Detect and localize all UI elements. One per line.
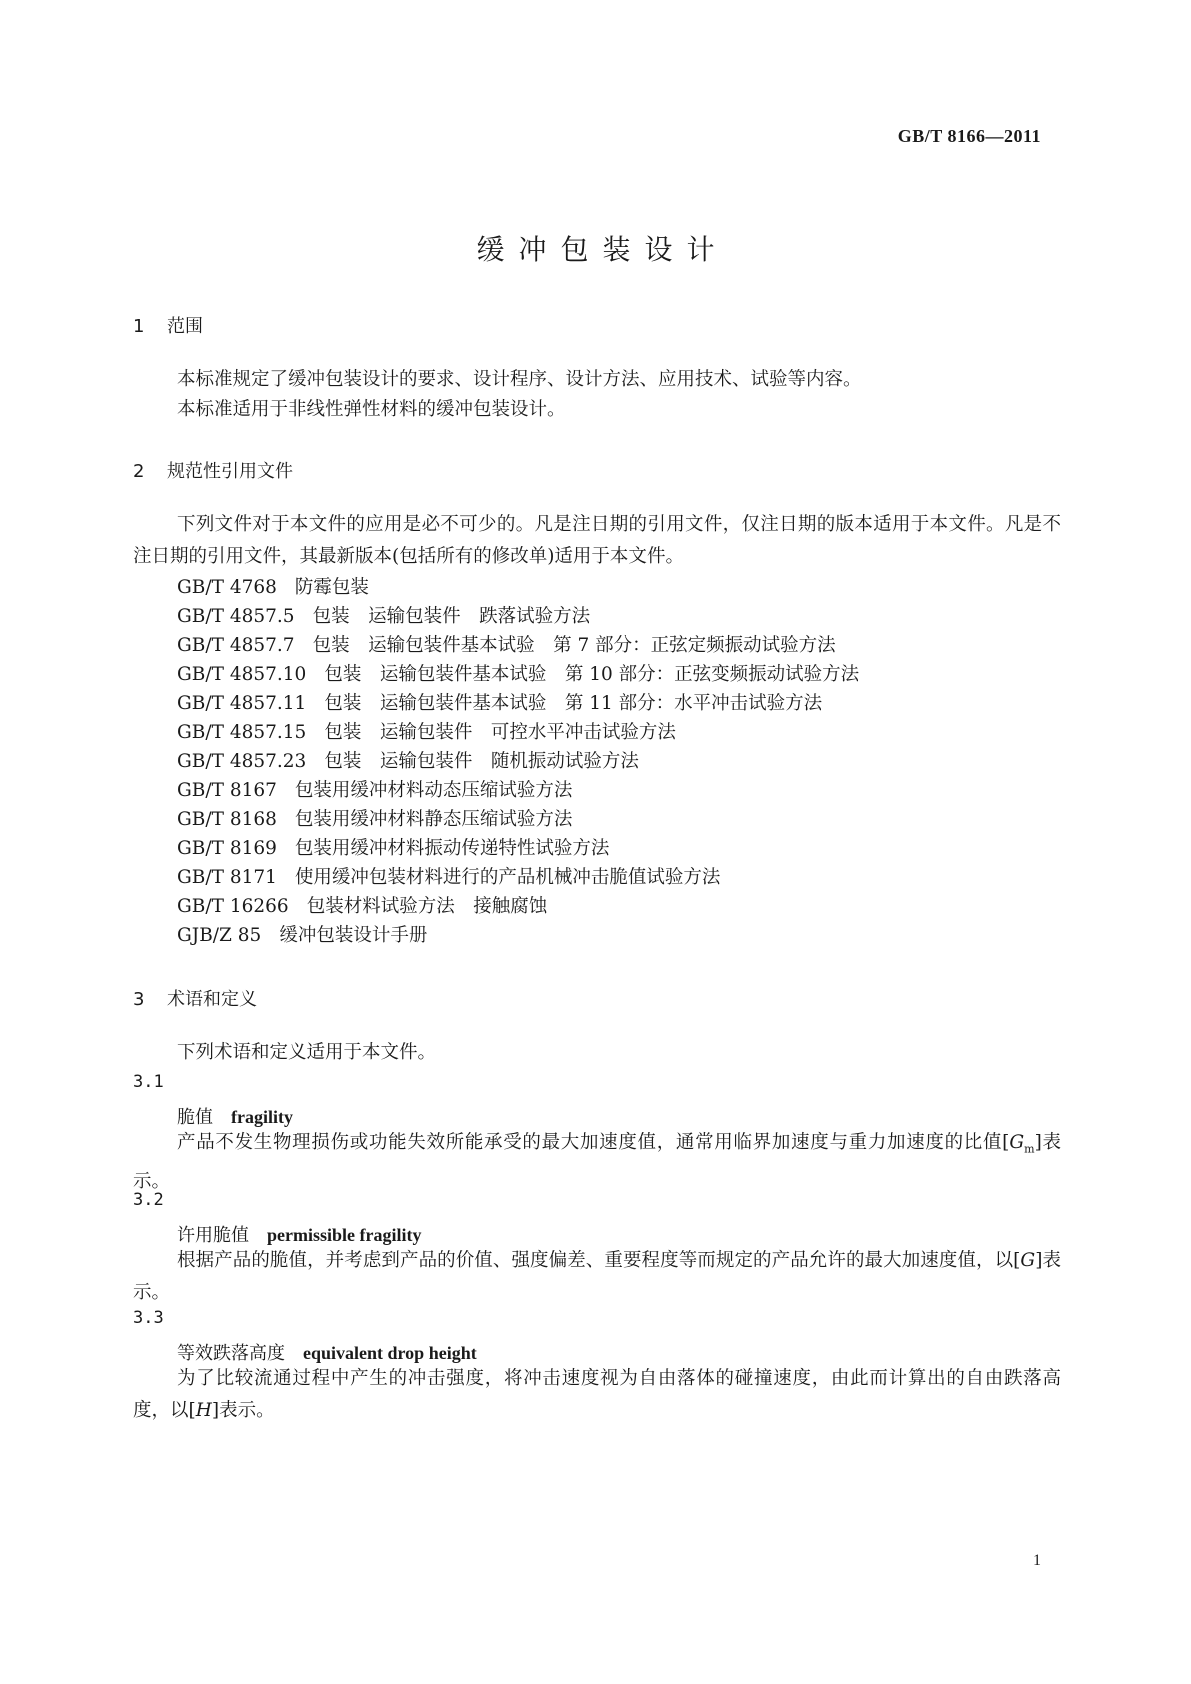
reference-name: 包装 运输包装件 可控水平冲击试验方法	[324, 722, 676, 743]
term-entry	[177, 1103, 293, 1129]
reference-item	[177, 747, 639, 773]
term-english: equivalent drop height	[303, 1343, 477, 1363]
reference-name: 包装 运输包装件 随机振动试验方法	[324, 751, 639, 772]
term-chinese: 许用脆值	[177, 1225, 249, 1246]
reference-item	[177, 805, 572, 831]
definition-symbol: H	[195, 1400, 212, 1421]
section-heading-scope	[133, 312, 203, 338]
reference-item	[177, 631, 836, 657]
clause-number: 3.2	[133, 1190, 164, 1210]
term-english: permissible fragility	[267, 1225, 422, 1245]
reference-item	[177, 718, 676, 744]
reference-name: 使用缓冲包装材料进行的产品机械冲击脆值试验方法	[294, 867, 721, 888]
section-title: 术语和定义	[167, 989, 257, 1010]
section-title: 规范性引用文件	[167, 461, 293, 482]
reference-item	[177, 776, 572, 802]
reference-code: GB/T 4857.10	[177, 664, 307, 685]
reference-code: GB/T 16266	[177, 896, 289, 917]
reference-name: 包装 运输包装件基本试验 第 10 部分：正弦变频振动试验方法	[324, 664, 860, 685]
definition-text-end: ]表示。	[133, 1250, 1061, 1303]
definition-text: 根据产品的脆值，并考虑到产品的价值、强度偏差、重要程度等而规定的产品允许的最大加速度值，以[	[177, 1250, 1021, 1271]
reference-name: 包装 运输包装件基本试验 第 11 部分：水平冲击试验方法	[324, 693, 823, 714]
term-entry	[177, 1339, 477, 1365]
reference-item	[177, 921, 427, 947]
definition-symbol: G	[1009, 1132, 1025, 1153]
definition-symbol: G	[1020, 1250, 1036, 1271]
section-number: 1	[133, 316, 145, 337]
reference-code: GJB/Z 85	[177, 925, 262, 946]
reference-name: 包装 运输包装件 跌落试验方法	[312, 606, 591, 627]
reference-item	[177, 892, 547, 918]
reference-name: 包装材料试验方法 接触腐蚀	[306, 896, 548, 917]
reference-code: GB/T 8167	[177, 780, 277, 801]
reference-name: 缓冲包装设计手册	[279, 925, 428, 946]
reference-name: 包装用缓冲材料动态压缩试验方法	[294, 780, 573, 801]
reference-name: 包装用缓冲材料振动传递特性试验方法	[294, 838, 610, 859]
reference-code: GB/T 8171	[177, 867, 277, 888]
term-entry	[177, 1221, 421, 1247]
term-chinese: 脆值	[177, 1107, 213, 1128]
reference-name: 包装用缓冲材料静态压缩试验方法	[294, 809, 573, 830]
reference-item	[177, 602, 590, 628]
page-number: 1	[1033, 1552, 1041, 1569]
reference-name: 包装 运输包装件基本试验 第 7 部分：正弦定频振动试验方法	[312, 635, 836, 656]
definition-text-end: ]表示。	[211, 1400, 275, 1421]
reference-name: 防霉包装	[294, 577, 369, 598]
clause-number: 3.1	[133, 1072, 164, 1092]
section-number: 2	[133, 461, 145, 482]
term-chinese: 等效跌落高度	[177, 1343, 285, 1364]
definition-text: 产品不发生物理损伤或功能失效所能承受的最大加速度值，通常用临界加速度与重力加速度的比值[	[177, 1132, 1010, 1153]
reference-code: GB/T 4857.15	[177, 722, 307, 743]
reference-item	[177, 660, 859, 686]
reference-code: GB/T 4857.11	[177, 693, 307, 714]
reference-code: GB/T 4857.7	[177, 635, 295, 656]
terms-intro: 下列术语和定义适用于本文件。	[177, 1042, 437, 1063]
term-definition	[133, 1363, 1061, 1427]
document-title: 缓冲包装设计	[476, 233, 729, 266]
section-heading-terms	[133, 985, 257, 1011]
reference-code: GB/T 4857.5	[177, 606, 295, 627]
reference-code: GB/T 4857.23	[177, 751, 307, 772]
definition-symbol-subscript: m	[1024, 1142, 1035, 1156]
scope-paragraph-1: 本标准规定了缓冲包装设计的要求、设计程序、设计方法、应用技术、试验等内容。	[177, 369, 862, 390]
term-english: fragility	[231, 1107, 293, 1127]
reference-item	[177, 573, 369, 599]
section-number: 3	[133, 989, 145, 1010]
reference-code: GB/T 8169	[177, 838, 277, 859]
reference-code: GB/T 4768	[177, 577, 277, 598]
reference-item	[177, 834, 609, 860]
section-title: 范围	[167, 316, 203, 337]
section-heading-normative-refs	[133, 457, 293, 483]
definition-text-end: ]表示。	[133, 1132, 1062, 1192]
definition-text: 为了比较流通过程中产生的冲击强度，将冲击速度视为自由落体的碰撞速度，由此而计算出的自由跌落高度，以[	[133, 1368, 1061, 1421]
standard-code: GB/T 8166—2011	[897, 126, 1041, 146]
term-definition	[133, 1245, 1061, 1309]
scope-paragraph-2: 本标准适用于非线性弹性材料的缓冲包装设计。	[177, 399, 566, 420]
reference-item	[177, 863, 720, 889]
clause-number: 3.3	[133, 1308, 164, 1328]
reference-code: GB/T 8168	[177, 809, 277, 830]
normative-refs-intro: 下列文件对于本文件的应用是必不可少的。凡是注日期的引用文件，仅注日期的版本适用于本文件。凡是不注日期的引用文件，其最新版本(包括所有的修改单)适用于本文件。	[133, 514, 1061, 567]
reference-item	[177, 689, 822, 715]
term-definition	[133, 1127, 1061, 1198]
